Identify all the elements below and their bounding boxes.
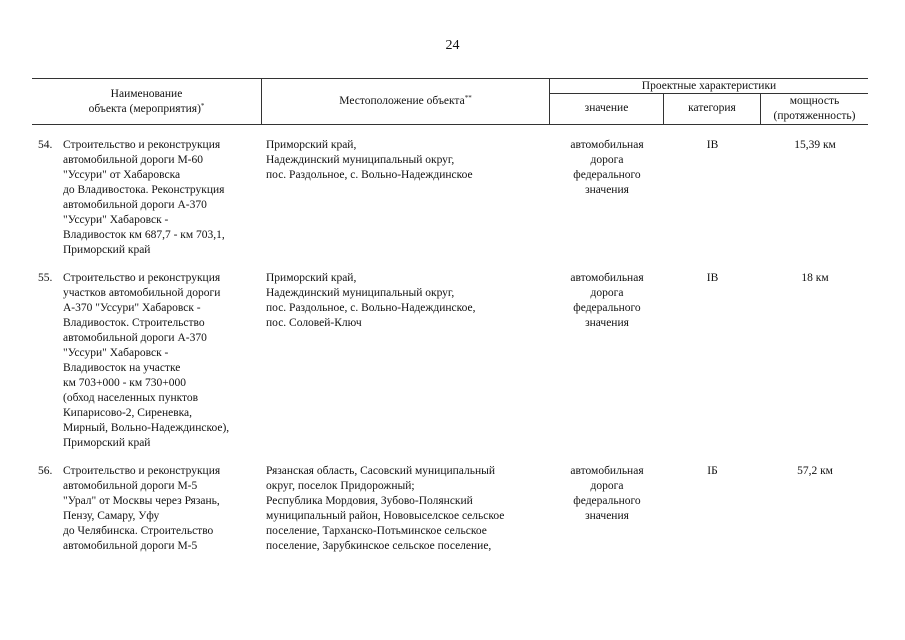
object-location [266, 138, 546, 183]
value-line: федерального [573, 169, 641, 181]
object-name-line: автомобильной дороги М-5 [63, 480, 198, 492]
header-location [262, 94, 549, 109]
object-name-line: (обход населенных пунктов [63, 392, 199, 404]
object-name-line: автомобильной дороги А-370 [63, 199, 207, 211]
header-power [761, 94, 868, 124]
header-value: значение [584, 102, 629, 114]
row-number: 56. [38, 465, 53, 477]
page-number: 24 [445, 38, 460, 53]
object-name-line: Пензу, Самару, Уфу [63, 510, 160, 522]
location-line: муниципальный район, Нововыселское сельское [266, 510, 505, 522]
object-name [63, 464, 263, 554]
object-name-line: "Уссури" Хабаровск - [63, 214, 169, 226]
object-name-line: Приморский край [63, 437, 151, 449]
object-power: 18 км [801, 272, 829, 284]
location-line: округ, поселок Придорожный; [266, 480, 415, 492]
value-line: автомобильная [570, 139, 644, 151]
object-name [63, 271, 263, 451]
object-name-line: автомобильной дороги М-5 [63, 540, 198, 552]
value-line: федерального [573, 495, 641, 507]
value-line: значения [585, 317, 629, 329]
object-category: IБ [707, 465, 718, 477]
location-line: Надеждинский муниципальный округ, [266, 154, 455, 166]
object-location [266, 464, 546, 554]
object-name [63, 138, 263, 258]
row-number: 55. [38, 272, 53, 284]
value-line: дорога [590, 287, 624, 299]
row-number: 54. [38, 139, 53, 151]
header-project-characteristics: Проектные характеристики [641, 80, 777, 92]
object-name-line: Строительство и реконструкция [63, 272, 221, 284]
header-bottom-rule [32, 124, 868, 125]
location-line: пос. Раздольное, с. Вольно-Надеждинское, [266, 302, 476, 314]
object-name-line: "Уссури" Хабаровск - [63, 347, 169, 359]
object-name-line: до Челябинска. Строительство [63, 525, 214, 537]
header-name-line1: Наименование [110, 88, 183, 100]
object-name-line: км 703+000 - км 730+000 [63, 377, 187, 389]
value-line: автомобильная [570, 272, 644, 284]
location-line: Надеждинский муниципальный округ, [266, 287, 455, 299]
object-name-line: Владивосток на участке [63, 362, 181, 374]
object-name-line: Владивосток. Строительство [63, 317, 205, 329]
location-line: пос. Раздольное, с. Вольно-Надеждинское [266, 169, 473, 181]
value-line: дорога [590, 480, 624, 492]
object-name-line: Владивосток км 687,7 - км 703,1, [63, 229, 225, 241]
object-value [553, 464, 661, 524]
object-value [553, 271, 661, 331]
object-name-line: до Владивостока. Реконструкция [63, 184, 225, 196]
object-value [553, 138, 661, 198]
header-name [32, 87, 261, 117]
location-line: Рязанская область, Сасовский муниципальный [266, 465, 496, 477]
value-line: федерального [573, 302, 641, 314]
object-name-line: Кипарисово-2, Сиреневка, [63, 407, 193, 419]
object-name-line: Приморский край [63, 244, 151, 256]
location-line: Приморский край, [266, 139, 357, 151]
location-line: поселение, Тарханско-Потьминское сельское [266, 525, 487, 537]
value-line: значения [585, 184, 629, 196]
location-line: пос. Соловей-Ключ [266, 317, 362, 329]
object-name-line: "Уссури" от Хабаровска [63, 169, 181, 181]
object-name-line: автомобильной дороги А-370 [63, 332, 207, 344]
object-name-line: "Урал" от Москвы через Рязань, [63, 495, 220, 507]
location-line: поселение, Зарубкинское сельское поселение, [266, 540, 492, 552]
header-name-footnote-mark: * [200, 102, 205, 110]
value-line: автомобильная [570, 465, 644, 477]
object-power: 15,39 км [794, 139, 836, 151]
header-power-line2: (протяженность) [773, 110, 856, 122]
object-category: IВ [706, 139, 719, 151]
object-location [266, 271, 546, 331]
object-name-line: Строительство и реконструкция [63, 139, 221, 151]
object-name-line: участков автомобильной дороги [63, 287, 221, 299]
object-category: IВ [706, 272, 719, 284]
location-line: Республика Мордовия, Зубово-Полянский [266, 495, 473, 507]
value-line: значения [585, 510, 629, 522]
object-power: 57,2 км [797, 465, 833, 477]
object-name-line: Строительство и реконструкция [63, 465, 221, 477]
header-category: категория [688, 102, 736, 114]
header-power-line1: мощность [789, 95, 840, 107]
object-name-line: А-370 "Уссури" Хабаровск - [63, 302, 201, 314]
header-location-footnote-mark: ** [464, 94, 472, 102]
header-name-line2: объекта (мероприятия) [88, 103, 201, 115]
value-line: дорога [590, 154, 624, 166]
location-line: Приморский край, [266, 272, 357, 284]
header-location-text: Местоположение объекта [339, 95, 465, 107]
object-name-line: Мирный, Вольно-Надеждинское), [63, 422, 230, 434]
object-name-line: автомобильной дороги М-60 [63, 154, 204, 166]
